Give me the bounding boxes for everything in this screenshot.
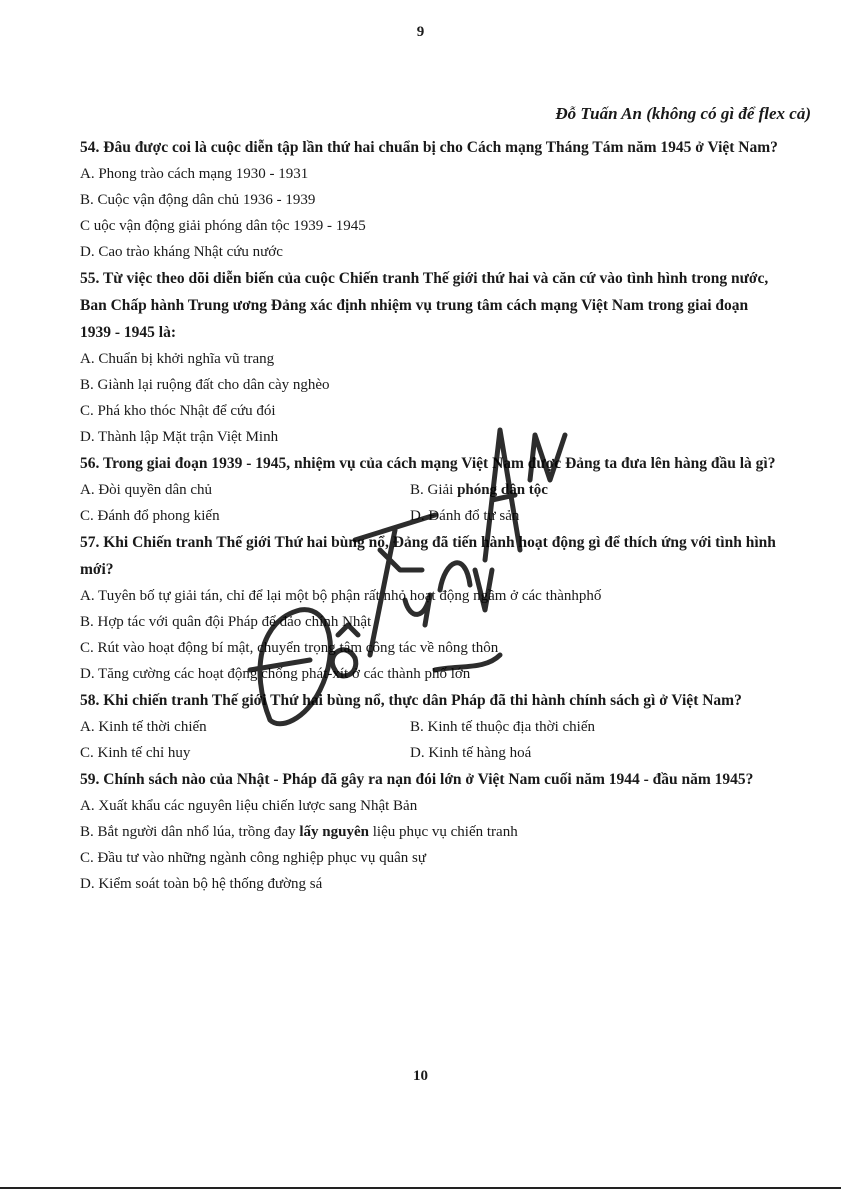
q57-option-b: B. Hợp tác với quân đội Pháp để đảo chính Nhật [80, 614, 372, 630]
page-number-bottom: 10 [413, 1068, 428, 1084]
q59-option-b [80, 819, 780, 845]
question-58: 58. Khi chiến tranh Thế giới Thứ hai bùng nổ, thực dân Pháp đã thi hành chính sách gì ở Việt Nam? [80, 692, 742, 709]
q54-option-c: C uộc vận động giải phóng dân tộc 1939 - 1945 [80, 218, 366, 234]
question-54: 54. Đâu được coi là cuộc diễn tập lần thứ hai chuẩn bị cho Cách mạng Tháng Tám năm 1945 ở Việt Nam? [80, 139, 778, 156]
q55-option-a: A. Chuẩn bị khởi nghĩa vũ trang [80, 351, 275, 367]
question-59: 59. Chính sách nào của Nhật - Pháp đã gây ra nạn đói lớn ở Việt Nam cuối năm 1944 - đầu năm 1945? [80, 771, 754, 788]
q55-option-b: B. Giành lại ruộng đất cho dân cày nghèo [80, 377, 330, 393]
q54-option-d: D. Cao trào kháng Nhật cứu nước [80, 244, 283, 260]
author-credit: Đỗ Tuấn An (không có gì để flex cả) [555, 104, 811, 123]
q59-option-b-prefix: B. Bắt người dân nhổ lúa, trồng đay [80, 824, 300, 840]
q57-option-d: D. Tăng cường các hoạt động chống phát-xít ở các thành phố lớn [80, 666, 471, 682]
q59-option-b-bold: lấy nguyên [299, 824, 369, 840]
q58-options [80, 714, 780, 766]
q59-option-c: C. Đầu tư vào những ngành công nghiệp phục vụ quân sự [80, 850, 427, 866]
quiz-content [80, 134, 780, 897]
q59-option-d: D. Kiểm soát toàn bộ hệ thống đường sá [80, 876, 323, 892]
q56-option-b-bold: phóng dân tộc [457, 482, 548, 498]
q58-option-a: A. Kinh tế thời chiến [80, 719, 207, 735]
q57-option-a: A. Tuyên bố tự giải tán, chỉ để lại một bộ phận rất nhỏ hoạt động ngầm ở các thànhphố [80, 588, 602, 604]
q54-option-a: A. Phong trào cách mạng 1930 - 1931 [80, 166, 309, 182]
q58-option-d: D. Kinh tế hàng hoá [410, 745, 532, 761]
q58-option-b: B. Kinh tế thuộc địa thời chiến [410, 719, 595, 735]
question-55: 55. Từ việc theo dõi diễn biến của cuộc Chiến tranh Thế giới thứ hai và căn cứ vào tình hình trong nước, Ban Chấp hành Trung ương Đảng xác định nhiệm vụ trung tâm cách mạng Việt Nam trong giai đoạn 1939 - 1945 là: [80, 270, 769, 341]
q56-option-c: C. Đánh đổ phong kiến [80, 508, 220, 524]
page-number-top: 9 [416, 24, 425, 40]
question-56: 56. Trong giai đoạn 1939 - 1945, nhiệm vụ của cách mạng Việt Nam được Đảng ta đưa lên hàng đầu là gì? [80, 455, 776, 472]
q59-option-a: A. Xuất khẩu các nguyên liệu chiến lược sang Nhật Bản [80, 798, 418, 814]
q55-option-c: C. Phá kho thóc Nhật để cứu đói [80, 403, 276, 419]
q56-option-a: A. Đòi quyền dân chủ [80, 482, 213, 498]
q55-option-d: D. Thành lập Mặt trận Việt Minh [80, 429, 279, 445]
question-57: 57. Khi Chiến tranh Thế giới Thứ hai bùng nổ, Đảng đã tiến hành hoạt động gì để thích ứng với tình hình mới? [80, 534, 776, 578]
q56-option-b-prefix: B. Giải [410, 482, 458, 498]
q58-option-c: C. Kinh tế chỉ huy [80, 745, 191, 761]
q59-option-b-suffix: liệu phục vụ chiến tranh [368, 824, 518, 840]
q56-options [80, 477, 780, 529]
q56-option-b [410, 477, 780, 503]
page-bottom-border [0, 1187, 841, 1189]
q54-option-b: B. Cuộc vận động dân chủ 1936 - 1939 [80, 192, 316, 208]
q57-option-c: C. Rút vào hoạt động bí mật, chuyển trọng tâm công tác về nông thôn [80, 640, 499, 656]
q56-option-d: D. Đánh đổ tư sản [410, 508, 520, 524]
